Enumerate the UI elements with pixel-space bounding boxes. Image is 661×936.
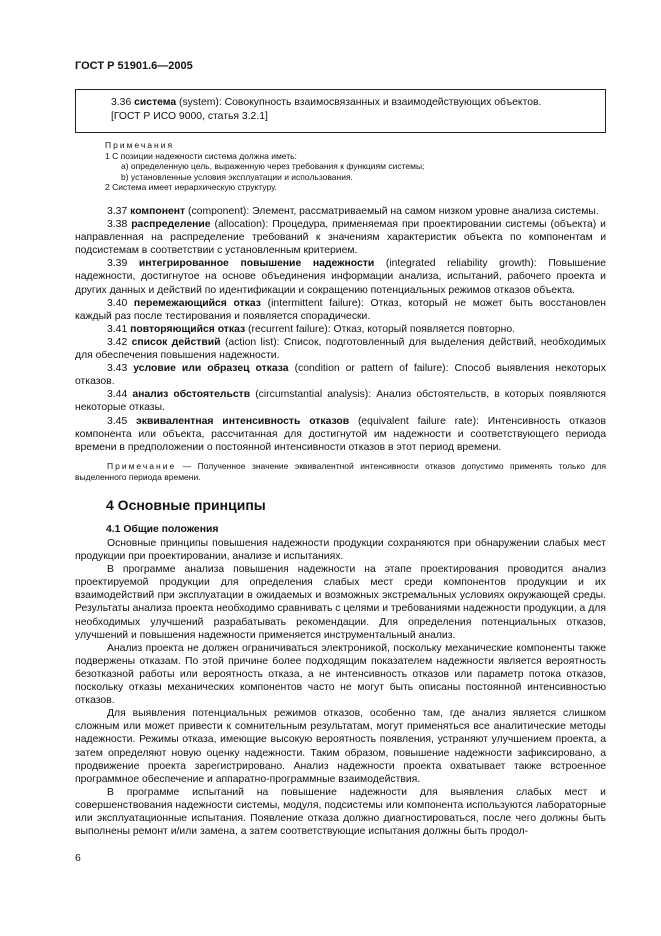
- term-definition: (action list): Список, подготовленный для выделения действий, необходимых для обеспечения повышения надежности.: [75, 336, 606, 362]
- definition-3-36: [111, 96, 541, 109]
- term-entry: [75, 388, 606, 414]
- term-entry: [75, 297, 606, 323]
- term-definition: (integrated reliability growth): Повышение надежности, достигнутое на основе объединения информации анализа, испытаний, рабочего проекта и других данных и действий по идентификации и сокращению потенциальных режимов отказов объекта.: [75, 258, 606, 296]
- definition-source: [ГОСТ Р ИСО 9000, статья 3.2.1]: [111, 111, 268, 122]
- definition-box: [75, 89, 606, 133]
- term-number: 3.40: [107, 297, 134, 309]
- document-header: ГОСТ Р 51901.6—2005: [75, 60, 193, 72]
- term-number: 3.38: [107, 219, 132, 231]
- note-label: Примечание: [107, 461, 177, 471]
- term-entry: [75, 415, 606, 454]
- term-number: 3.39: [107, 258, 139, 270]
- term-definition: (equivalent failure rate): Интенсивность отказов компонента или объекта, рассчитанная для достигнутой им надежности и соответствующего периода времени в предположении о постоянной интенсивности отказов в этот период времени.: [75, 415, 606, 453]
- term-number: 3.37: [107, 206, 131, 217]
- term-definition: (component): Элемент, рассматриваемый на самом низком уровне анализа системы.: [185, 206, 599, 217]
- term-number: 3.44: [107, 389, 133, 401]
- notes-block: [105, 140, 605, 193]
- term-definition: (intermittent failure): Отказ, который не может быть восстановлен каждый раз после тестирования и появляется спорадически.: [75, 297, 606, 322]
- paragraph: В программе испытаний на повышение надежности для выявления слабых мест и совершенствования надежности системы, модуля, подсистемы или компонента используются лабораторные или эксплуатационные испытания. Появление отказа должно диагностироваться, после чего должны быть выполнены ремонт и/или замена, а затем соответствующие испытания должны быть продол-: [75, 786, 606, 838]
- paragraph: В программе анализа повышения надежности на этапе проектирования проводится анализ проектируемой продукции для определения слабых мест среди компонентов продукции и их взаимодействий при эксплуатации в ожидаемых и возможных экстремальных условиях окружающей среды. Результаты анализа проекта необходимо сравнивать с целями и требованиями надежности продукции, а для необходимых улучшений разрабатывать рекомендации. Для определения потенциальных отказов, улучшений и повышения надежности применяется инструментальный анализ.: [75, 564, 606, 641]
- note-1: 1 С позиции надежности система должна иметь:: [105, 150, 297, 161]
- terms-list: [75, 205, 606, 454]
- term-number: 3.42: [107, 336, 132, 348]
- term-name: список действий: [131, 336, 221, 348]
- term-definition: (circumstantial analysis): Анализ обстоятельств, в которых появляются некоторые отказы.: [75, 389, 606, 414]
- subsection-heading: 4.1 Общие положения: [106, 524, 219, 535]
- term-number: 3.36: [111, 97, 135, 108]
- term-name: эквивалентная интенсивность отказов: [136, 415, 350, 427]
- term-number: 3.45: [107, 415, 137, 427]
- note-body: — Полученное значение эквивалентной интенсивности отказов допустимо применять только для выделенного периода времени.: [75, 461, 606, 482]
- term-name: интегрированное повышение надежности: [138, 258, 375, 270]
- term-definition: (recurrent failure): Отказ, который появляется повторно.: [245, 323, 515, 335]
- notes-heading: Примечания: [105, 140, 175, 150]
- term-name: распределение: [131, 219, 211, 231]
- page-number: 6: [75, 853, 81, 864]
- section-body: [75, 537, 606, 838]
- term-name: анализ обстоятельств: [132, 389, 251, 401]
- note-text: [75, 461, 606, 482]
- term-number: 3.41: [107, 323, 131, 335]
- term-entry: [75, 362, 606, 388]
- section-heading: 4 Основные принципы: [106, 497, 266, 513]
- term-definition: (condition or pattern of failure): Способ выявления некоторых отказов.: [75, 363, 606, 388]
- term-definition: (system): Совокупность взаимосвязанных и взаимодействующих объектов.: [176, 97, 542, 108]
- term-name: перемежающийся отказ: [133, 297, 261, 309]
- term-name: компонент: [130, 206, 186, 217]
- term-entry: [75, 257, 606, 296]
- term-entry: [75, 205, 606, 218]
- note-2: 2 Система имеет иерархическую структуру.: [105, 182, 277, 192]
- term-name: повторяющийся отказ: [130, 323, 246, 335]
- note-1a: a) определенную цель, выраженную через требования к функциям системы;: [121, 161, 425, 171]
- note-equivalent-rate: [75, 461, 606, 482]
- paragraph: Для выявления потенциальных режимов отказов, особенно там, где анализ является слишком сложным или может привести к сомнительным результатам, могут применяться все аналитические методы надежности. Режимы отказа, имеющие высокую вероятность появления, устраняют улучшением проекта, а затем определяют новую оценку надежности. Таким образом, повышение надежности зафиксировано, а продвижение проекта зарегистрировано. Анализ надежности проекта охватывает также встроенное программное обеспечение и аппаратно-программные взаимодействия.: [75, 708, 606, 785]
- term-definition: (allocation): Процедура, применяемая при проектировании системы (объекта) и направленная на распределение требований к значениям характеристик объекта по компонентам и подсистемам в соответствии с установленным критерием.: [75, 219, 606, 257]
- term-name: система: [134, 97, 177, 108]
- term-entry: [75, 336, 606, 362]
- paragraph: Основные принципы повышения надежности продукции сохраняются при обнаружении слабых мест продукции при проектировании, анализе и испытаниях.: [75, 538, 606, 563]
- paragraph: Анализ проекта не должен ограничиваться электроникой, поскольку механические компоненты также подвержены отказам. По этой причине более подходящим показателем надежности является вероятность безотказной работы или вероятность отказа, а не интенсивность отказов или параметр потока отказов, поскольку отказы механических компонентов часто не могут быть описаны постоянной интенсивностью отказов.: [75, 642, 606, 707]
- note-1b: b) установленные условия эксплуатации и использования.: [121, 171, 353, 182]
- term-entry: [75, 218, 606, 257]
- term-number: 3.43: [107, 363, 134, 375]
- term-name: условие или образец отказа: [133, 363, 289, 375]
- term-entry: [75, 323, 606, 336]
